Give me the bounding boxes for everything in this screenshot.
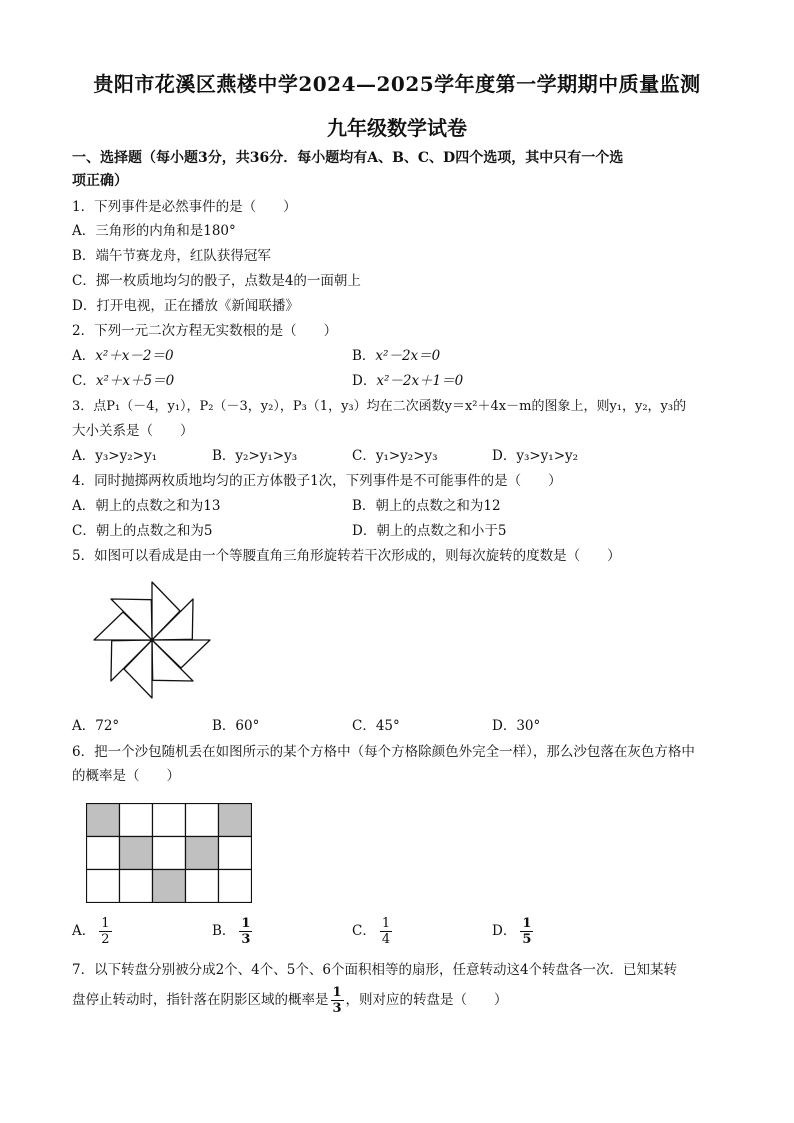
grid-cell-shaded bbox=[87, 804, 120, 837]
q6-option-a-denominator: 2 bbox=[101, 932, 110, 947]
q7-fraction-numerator: 1 bbox=[332, 985, 342, 1000]
grid-cell bbox=[87, 870, 120, 903]
q6-option-b-numerator: 1 bbox=[241, 916, 251, 931]
q5-option-b: B．60° bbox=[212, 718, 260, 734]
q3-stem: 3．点P₁（－4，y₁），P₂（－3，y₂），P₃（1，y₃）均在二次函数y＝x²＋4x－m的图象上，则y₁，y₂，y₃的 bbox=[72, 399, 687, 414]
grid-cell bbox=[186, 804, 219, 837]
grid-cell bbox=[153, 837, 186, 870]
q1-option-a: A．三角形的内角和是180° bbox=[72, 223, 236, 239]
q6-option-c-numerator: 1 bbox=[381, 916, 391, 931]
exam-title: 贵阳市花溪区燕楼中学2024—2025学年度第一学期期中质量监测 bbox=[93, 72, 701, 96]
q2-option-d bbox=[352, 371, 463, 391]
q6-option-c-denominator: 4 bbox=[381, 932, 391, 947]
q2-option-b bbox=[352, 346, 440, 366]
pinwheel-figure bbox=[92, 580, 212, 700]
q6-option-c-label: C． bbox=[352, 923, 376, 939]
q3-option-b: B．y₂>y₁>y₃ bbox=[212, 448, 298, 464]
grid-cell bbox=[87, 837, 120, 870]
q2-option-a bbox=[72, 346, 174, 366]
q5-option-d: D．30° bbox=[492, 718, 541, 734]
q6-option-b bbox=[212, 916, 252, 947]
q6-option-b-denominator: 3 bbox=[241, 932, 251, 947]
q2-option-c-expr: x²＋x＋5＝0 bbox=[95, 373, 175, 389]
grid-cell bbox=[186, 870, 219, 903]
q6-stem-cont: 的概率是（ ） bbox=[72, 768, 180, 784]
q7-stem-before: 盘停止转动时，指针落在阴影区域的概率是 bbox=[72, 992, 329, 1008]
q6-option-c bbox=[352, 916, 392, 947]
q7-stem: 7．以下转盘分别被分成2个、4个、5个、6个面积相等的扇形，任意转动这4个转盘各一次．已知某转 bbox=[72, 962, 678, 978]
q1-option-c: C．掷一枚质地均匀的骰子，点数是4的一面朝上 bbox=[72, 273, 361, 289]
q6-option-a-label: A． bbox=[72, 923, 96, 939]
q2-option-b-label: B． bbox=[352, 348, 376, 364]
grid-cell-shaded bbox=[120, 837, 153, 870]
q4-option-a: A．朝上的点数之和为13 bbox=[72, 498, 221, 514]
q3-option-d: D．y₃>y₁>y₂ bbox=[492, 448, 579, 464]
q4-option-b: B．朝上的点数之和为12 bbox=[352, 498, 501, 514]
q6-option-d bbox=[492, 916, 533, 947]
grid-cell bbox=[153, 804, 186, 837]
q6-option-d-denominator: 5 bbox=[522, 932, 532, 947]
grid-figure bbox=[86, 803, 252, 903]
q5-stem: 5．如图可以看成是由一个等腰直角三角形旋转若干次形成的，则每次旋转的度数是（ ） bbox=[72, 548, 621, 564]
q2-option-a-label: A． bbox=[72, 348, 96, 364]
q2-option-d-label: D． bbox=[352, 373, 377, 389]
q5-option-c: C．45° bbox=[352, 718, 400, 734]
section-heading-cont: 项正确） bbox=[72, 173, 128, 189]
q6-stem: 6．把一个沙包随机丢在如图所示的某个方格中（每个方格除颜色外完全一样），那么沙包落在灰色方格中 bbox=[72, 744, 695, 760]
q1-option-b: B．端午节赛龙舟，红队获得冠军 bbox=[72, 248, 271, 264]
q6-option-d-label: D． bbox=[492, 923, 517, 939]
q7-fraction-denominator: 3 bbox=[332, 1001, 342, 1016]
q3-option-a: A．y₃>y₂>y₁ bbox=[72, 448, 157, 464]
q6-option-d-numerator: 1 bbox=[522, 916, 532, 931]
q7-stem-cont bbox=[72, 984, 508, 1016]
grid-cell bbox=[219, 870, 252, 903]
q6-option-a bbox=[72, 916, 112, 947]
q2-option-c bbox=[72, 371, 174, 391]
grid-cell bbox=[120, 804, 153, 837]
q3-option-c: C．y₁>y₂>y₃ bbox=[352, 448, 438, 464]
q2-option-b-expr: x²－2x＝0 bbox=[375, 348, 441, 364]
q2-option-d-expr: x²－2x＋1＝0 bbox=[376, 373, 464, 389]
q1-stem: 1．下列事件是必然事件的是（ ） bbox=[72, 199, 297, 215]
q1-option-d: D．打开电视，正在播放《新闻联播》 bbox=[72, 298, 299, 314]
exam-subtitle: 九年级数学试卷 bbox=[327, 116, 467, 140]
grid-cell bbox=[120, 870, 153, 903]
q4-option-c: C．朝上的点数之和为5 bbox=[72, 523, 213, 539]
q2-stem: 2．下列一元二次方程无实数根的是（ ） bbox=[72, 323, 338, 339]
q2-option-a-expr: x²＋x－2＝0 bbox=[95, 348, 174, 364]
q3-stem-cont: 大小关系是（ ） bbox=[72, 423, 194, 439]
grid-cell-shaded bbox=[186, 837, 219, 870]
grid-cell bbox=[219, 837, 252, 870]
section-heading: 一、选择题（每小题3分，共36分．每小题均有A、B、C、D四个选项，其中只有一个选 bbox=[72, 150, 624, 166]
q6-option-b-label: B． bbox=[212, 923, 236, 939]
grid-cell-shaded bbox=[153, 870, 186, 903]
q5-option-a: A．72° bbox=[72, 718, 120, 734]
q2-option-c-label: C． bbox=[72, 373, 96, 389]
grid-cell-shaded bbox=[219, 804, 252, 837]
q7-stem-after: ，则对应的转盘是（ ） bbox=[345, 992, 508, 1008]
q6-option-a-numerator: 1 bbox=[101, 916, 110, 931]
q4-option-d: D．朝上的点数之和小于5 bbox=[352, 523, 507, 539]
q4-stem: 4．同时抛掷两枚质地均匀的正方体骰子1次，下列事件是不可能事件的是（ ） bbox=[72, 473, 562, 489]
